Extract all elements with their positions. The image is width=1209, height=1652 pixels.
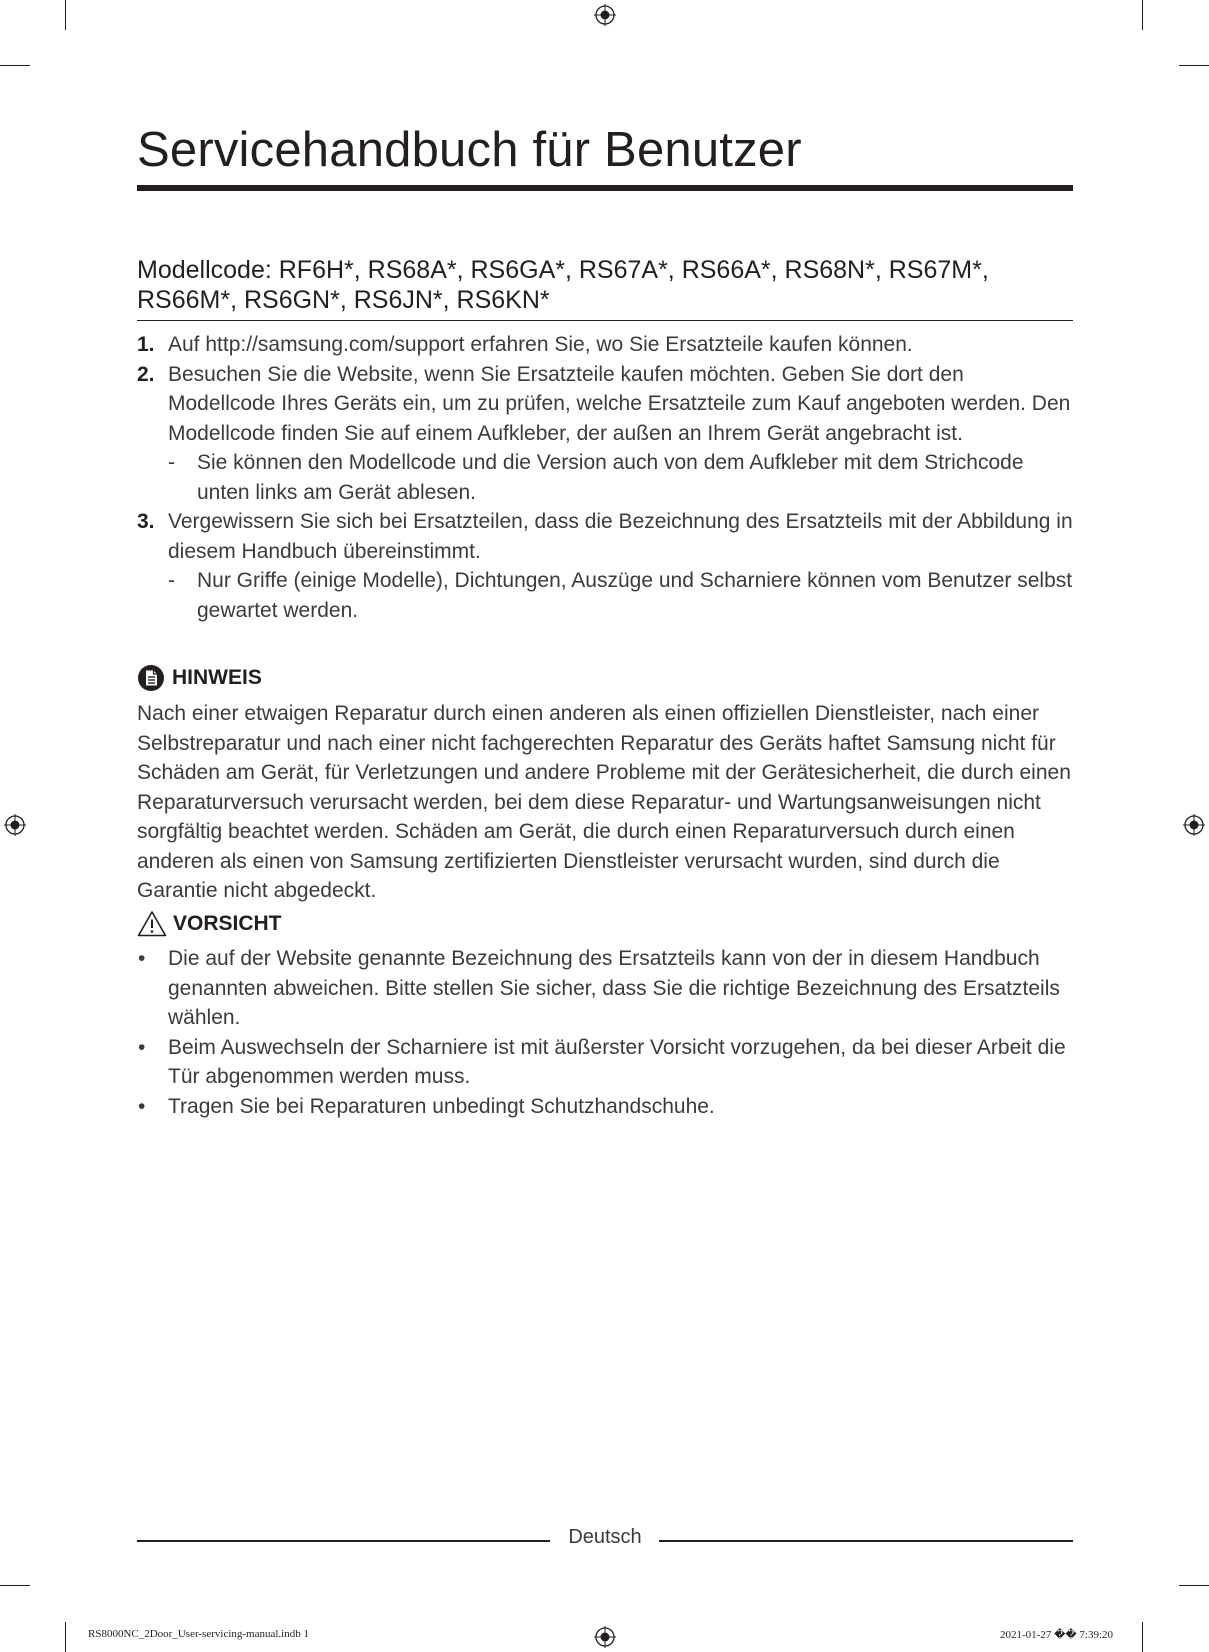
- step-subnote-text: Sie können den Modellcode und die Version auch von dem Aufkleber mit dem Strichcode unten links am Gerät ablesen.: [197, 451, 1024, 504]
- page-title: Servicehandbuch für Benutzer: [137, 123, 802, 177]
- crop-mark-bottom-right-horizontal: [1179, 1585, 1209, 1586]
- step-number: 3.: [137, 510, 155, 533]
- footer-rule-left: [137, 1540, 550, 1542]
- step-subnote-text: Nur Griffe (einige Modelle), Dichtungen, Auszüge und Scharniere können vom Benutzer selbst gewartet werden.: [197, 569, 1073, 622]
- step-number: 1.: [137, 333, 155, 356]
- warning-icon: [137, 910, 167, 937]
- print-slug-datetime: 2021-01-27 �� 7:39:20: [1000, 1629, 1113, 1641]
- registration-mark-icon: [4, 814, 26, 836]
- footer-language: Deutsch: [568, 1526, 642, 1548]
- crop-mark-bottom-left-horizontal: [0, 1585, 30, 1586]
- model-code-rule: [137, 320, 1073, 321]
- bullet-marker: •: [138, 947, 146, 970]
- step-text: Besuchen Sie die Website, wenn Sie Ersatzteile kaufen möchten. Geben Sie dort den Modellcode Ihres Geräts ein, um zu prüfen, welche Ersatzteile zum Kauf angeboten werden. Den Modellcode finden Sie auf einem Aufkleber, der außen an Ihrem Gerät angebracht ist.: [168, 362, 1071, 445]
- crop-mark-bottom-left-vertical: [65, 1622, 66, 1652]
- note-icon: [137, 664, 165, 692]
- step-subnote: [168, 566, 1073, 625]
- step-item: [137, 507, 1073, 625]
- print-slug-filename: RS8000NC_2Door_User-servicing-manual.indb 1: [88, 1628, 309, 1640]
- title-rule: [137, 185, 1073, 191]
- caution-item-text: Die auf der Website genannte Bezeichnung des Ersatzteils kann von der in diesem Handbuch genannten abweichen. Bitte stellen Sie sicher, dass Sie die richtige Bezeichnung des Ersatzteils wählen.: [168, 947, 1060, 1029]
- dash-marker: -: [168, 569, 175, 592]
- hint-text: Nach einer etwaigen Reparatur durch einen anderen als einen offiziellen Dienstleister, nach einer Selbstreparatur und nach einer nicht fachgerechten Reparatur des Geräts haftet Samsung nicht für Schäden am Gerät, für Verletzungen und andere Probleme mit der Gerätesicherheit, die durch einen Reparaturversuch verursacht werden, bei dem diese Reparatur- und Wartungsanweisungen nicht sorgfältig beachtet werden. Schäden am Gerät, die durch einen Reparaturversuch durch einen anderen als einen von Samsung zertifizierten Dienstleister verursacht wurden, sind durch die Garantie nicht abgedeckt.: [137, 702, 1071, 902]
- hint-heading: [137, 664, 262, 692]
- caution-item: [137, 944, 1073, 1033]
- crop-mark-top-right-vertical: [1142, 0, 1143, 30]
- footer-rule-right: [659, 1540, 1073, 1542]
- caution-item: [137, 1092, 1073, 1122]
- caution-item-text: Beim Auswechseln der Scharniere ist mit äußerster Vorsicht vorzugehen, da bei dieser Arbeit die Tür abgenommen werden muss.: [168, 1035, 1066, 1088]
- dash-marker: -: [168, 451, 175, 474]
- registration-mark-icon: [594, 1626, 616, 1648]
- caution-list: [137, 944, 1073, 1121]
- caution-label: VORSICHT: [173, 911, 282, 935]
- hint-label: HINWEIS: [172, 666, 262, 689]
- crop-mark-top-left-horizontal: [0, 65, 30, 66]
- step-text: Auf http://samsung.com/support erfahren Sie, wo Sie Ersatzteile kaufen können.: [168, 333, 913, 356]
- crop-mark-bottom-right-vertical: [1142, 1622, 1143, 1652]
- caution-item-text: Tragen Sie bei Reparaturen unbedingt Schutzhandschuhe.: [168, 1094, 715, 1118]
- model-code-heading: Modellcode: RF6H*, RS68A*, RS6GA*, RS67A*, RS66A*, RS68N*, RS67M*, RS66M*, RS6GN*, RS6JN*, RS6KN*: [137, 256, 989, 314]
- bullet-marker: •: [138, 1094, 146, 1118]
- step-text: Vergewissern Sie sich bei Ersatzteilen, dass die Bezeichnung des Ersatzteils mit der Abbildung in diesem Handbuch übereinstimmt.: [168, 510, 1073, 563]
- step-item: [137, 330, 1073, 360]
- step-subnote: [168, 448, 1073, 507]
- crop-mark-top-right-horizontal: [1179, 65, 1209, 66]
- crop-mark-top-left-vertical: [65, 0, 66, 30]
- steps-list: [137, 330, 1073, 625]
- step-item: [137, 360, 1073, 508]
- step-number: 2.: [137, 362, 155, 386]
- registration-mark-icon: [594, 4, 616, 26]
- registration-mark-icon: [1183, 814, 1205, 836]
- bullet-marker: •: [138, 1035, 146, 1059]
- caution-item: [137, 1033, 1073, 1092]
- caution-heading: [137, 910, 282, 937]
